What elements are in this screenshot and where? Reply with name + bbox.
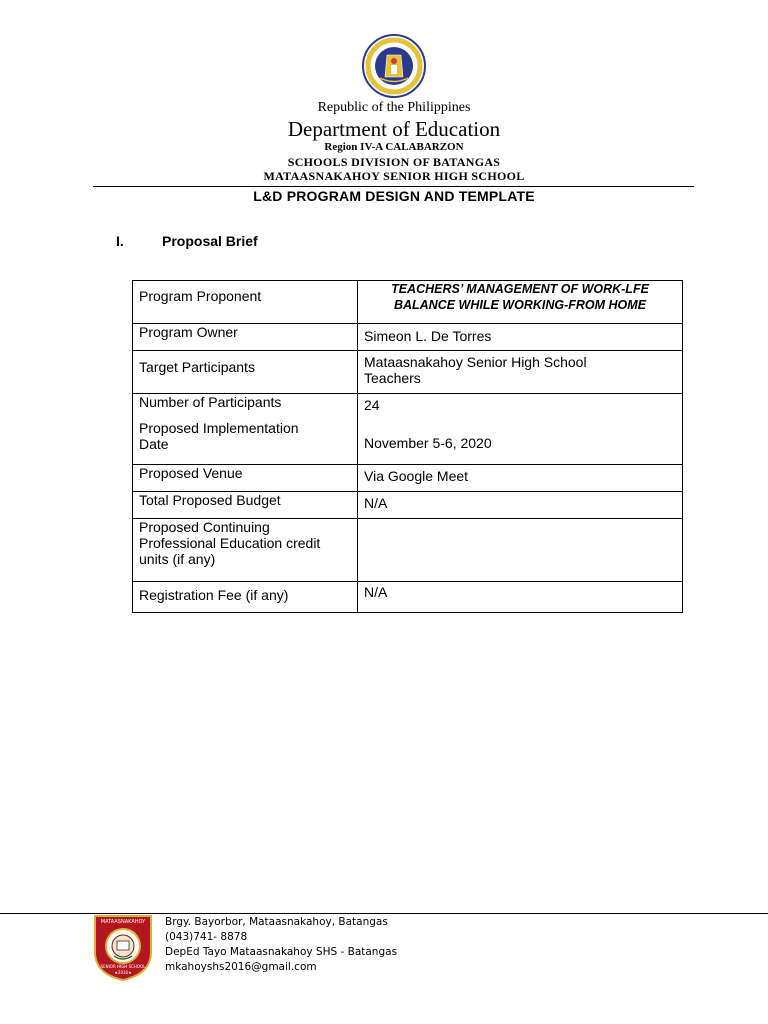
footer-phone: (043)741- 8878 [165, 931, 248, 943]
value-cell [358, 394, 683, 465]
table-row [133, 281, 683, 324]
label-cell [133, 394, 358, 465]
label-cell [133, 519, 358, 582]
proposal-brief-table [132, 280, 683, 613]
value-cell [358, 351, 683, 394]
implementation-date-label-line-1: Proposed Implementation [139, 420, 299, 436]
value-cell [358, 281, 683, 324]
label-cell [133, 351, 358, 394]
value-cell [358, 519, 683, 582]
program-title-line-1: TEACHERS’ MANAGEMENT OF WORK-LFE [391, 282, 649, 296]
implementation-date-label-line-2: Date [139, 436, 169, 452]
program-title-line-2: BALANCE WHILE WORKING-FROM HOME [393, 298, 647, 312]
footer-email[interactable]: mkahoyshs2016@gmail.com [165, 961, 317, 973]
table-row [133, 394, 683, 465]
table-row [133, 324, 683, 351]
venue-value: Via Google Meet [364, 468, 469, 484]
table-row [133, 465, 683, 492]
value-cell [358, 582, 683, 613]
school-line: MATAASNAKAHOY SENIOR HIGH SCHOOL [263, 169, 525, 183]
table-row [133, 582, 683, 613]
number-of-participants-label: Number of Participants [139, 394, 282, 410]
program-owner-label: Program Owner [139, 324, 238, 340]
deped-seal-icon [351, 33, 437, 99]
division-line: SCHOOLS DIVISION OF BATANGAS [287, 155, 501, 169]
svg-text:MATAASNAKAHOY: MATAASNAKAHOY [100, 919, 146, 925]
budget-value: N/A [364, 495, 388, 511]
label-cell [133, 492, 358, 519]
cpe-units-label-line-1: Proposed Continuing [139, 519, 270, 535]
value-cell [358, 492, 683, 519]
document-title: L&D PROGRAM DESIGN AND TEMPLATE [253, 188, 535, 204]
table-row [133, 519, 683, 582]
svg-text:SENIOR HIGH SCHOOL: SENIOR HIGH SCHOOL [100, 964, 146, 969]
budget-label: Total Proposed Budget [139, 492, 281, 508]
department-name: Department of Education [287, 117, 501, 141]
table-row [133, 492, 683, 519]
section-title: Proposal Brief [162, 233, 258, 249]
header-divider [93, 186, 694, 187]
label-cell [133, 324, 358, 351]
target-participants-line-1: Mataasnakahoy Senior High School [364, 354, 587, 370]
registration-fee-label: Registration Fee (if any) [139, 587, 289, 603]
region-line: Region IV-A CALABARZON [324, 141, 464, 153]
registration-fee-value: N/A [364, 584, 388, 600]
venue-label: Proposed Venue [139, 465, 243, 481]
footer-address: Brgy. Bayorbor, Mataasnakahoy, Batangas [165, 916, 388, 928]
svg-text:★2016★: ★2016★ [114, 970, 132, 975]
table-row [133, 351, 683, 394]
implementation-date-value: November 5-6, 2020 [364, 435, 492, 451]
cpe-units-label-line-3: units (if any) [139, 551, 216, 567]
footer-facebook: DepEd Tayo Mataasnakahoy SHS - Batangas [165, 946, 398, 958]
value-cell [358, 324, 683, 351]
mataasnakahoy-shs-logo-icon [92, 912, 154, 982]
program-proponent-label: Program Proponent [139, 288, 262, 304]
number-of-participants-value: 24 [364, 397, 380, 413]
cpe-units-label-line-2: Professional Education credit [139, 535, 321, 551]
target-participants-label: Target Participants [139, 359, 255, 375]
section-number: I. [116, 233, 124, 249]
label-cell [133, 465, 358, 492]
target-participants-line-2: Teachers [364, 370, 421, 386]
label-cell [133, 582, 358, 613]
program-owner-value: Simeon L. De Torres [364, 328, 492, 344]
label-cell [133, 281, 358, 324]
republic-line: Republic of the Philippines [317, 100, 471, 115]
value-cell [358, 465, 683, 492]
